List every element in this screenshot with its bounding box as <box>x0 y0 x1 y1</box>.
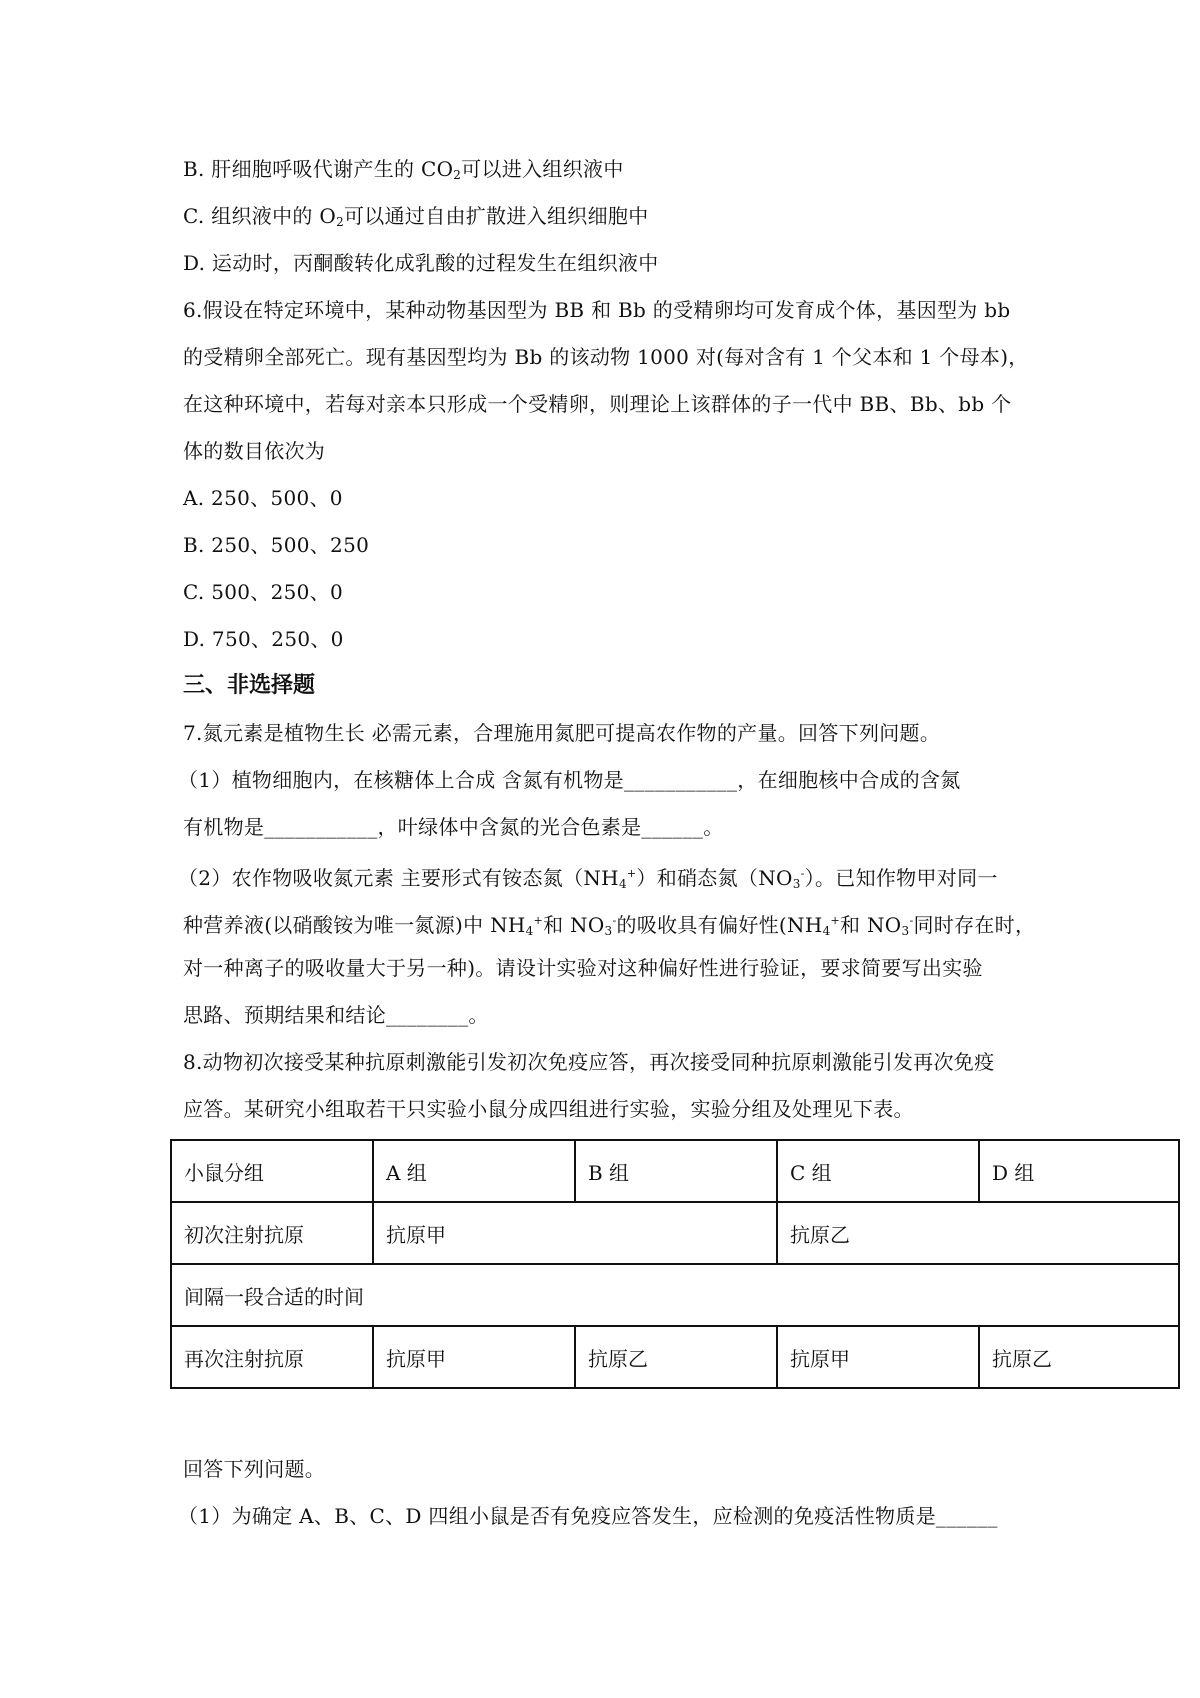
table-row <box>171 1264 1179 1326</box>
table-cell: 间隔一段合适的时间 <box>171 1264 1179 1326</box>
table-row <box>171 1326 1179 1388</box>
section-title: 三、非选择题 <box>183 673 316 698</box>
table-header-cell: D 组 <box>979 1140 1179 1202</box>
q6-option-b: B. 250、500、250 <box>183 533 370 557</box>
subscript: 3 <box>901 924 910 938</box>
subscript: 4 <box>525 924 534 938</box>
subscript: 3 <box>604 924 613 938</box>
q5-option-b <box>183 154 624 190</box>
q7-part-2-line-4: 思路、预期结果和结论________。 <box>183 1003 489 1027</box>
q7-part-2-text: ）和硝态氮（NO <box>636 866 793 890</box>
q5-option-c-text: C. 组织液中的 O <box>183 204 337 228</box>
q5-option-c <box>183 201 649 237</box>
table-cell: 抗原乙 <box>575 1326 777 1388</box>
q7-part-2-line-1 <box>178 859 998 899</box>
q8-prompt: 回答下列问题。 <box>183 1457 326 1481</box>
q7-stem: 7.氮元素是植物生长 必需元素，合理施用氮肥可提高农作物的产量。回答下列问题。 <box>183 721 941 745</box>
table-header-cell: A 组 <box>373 1140 575 1202</box>
q6-stem-line-4: 体的数目依次为 <box>183 439 326 463</box>
q7-part-2-line-2 <box>183 906 1035 946</box>
q7-part-2-text: （2）农作物吸收氮元素 主要形式有铵态氮（NH <box>178 866 619 890</box>
q6-stem-line-3: 在这种环境中，若每对亲本只形成一个受精卵，则理论上该群体的子一代中 BB、Bb、bb 个 <box>183 392 1012 416</box>
q7-text: 和 NO <box>840 913 902 937</box>
subscript: 4 <box>618 877 627 891</box>
q6-option-c: C. 500、250、0 <box>183 580 343 604</box>
subscript: 3 <box>792 877 801 891</box>
subscript: 4 <box>822 924 831 938</box>
superscript: - <box>909 914 914 927</box>
table-cell: 抗原乙 <box>979 1326 1179 1388</box>
superscript: - <box>800 867 805 880</box>
q7-text: 同时存在时， <box>913 913 1036 937</box>
table-cell: 初次注射抗原 <box>171 1202 373 1264</box>
q7-part-1-line-2: 有机物是___________，叶绿体中含氮的光合色素是______。 <box>183 815 724 839</box>
table-cell: 抗原甲 <box>373 1202 777 1264</box>
superscript: + <box>533 914 544 927</box>
q6-option-a: A. 250、500、0 <box>183 486 343 510</box>
table-header-cell: B 组 <box>575 1140 777 1202</box>
superscript: + <box>626 867 637 880</box>
q7-part-2-line-3: 对一种离子的吸收量大于另一种)。请设计实验对这种偏好性进行验证，要求简要写出实验 <box>183 956 983 980</box>
q8-stem-line-1: 8.动物初次接受某种抗原刺激能引发初次免疫应答，再次接受同种抗原刺激能引发再次免疫 <box>183 1050 995 1074</box>
q5-option-b-subscript: 2 <box>453 168 462 182</box>
table-row <box>171 1140 1179 1202</box>
superscript: - <box>612 914 617 927</box>
table-cell: 抗原甲 <box>373 1326 575 1388</box>
table-row <box>171 1202 1179 1264</box>
q5-option-c-text-end: 可以通过自由扩散进入组织细胞中 <box>344 204 649 228</box>
table-header-cell: 小鼠分组 <box>171 1140 373 1202</box>
table-cell: 抗原甲 <box>777 1326 979 1388</box>
q7-part-1-line-1: （1）植物细胞内，在核糖体上合成 含氮有机物是___________，在细胞核中合成的含氮 <box>178 768 961 792</box>
q5-option-d: D. 运动时，丙酮酸转化成乳酸的过程发生在组织液中 <box>183 251 659 275</box>
q7-text: 和 NO <box>543 913 605 937</box>
table-cell: 抗原乙 <box>777 1202 1179 1264</box>
q8-part-1: （1）为确定 A、B、C、D 四组小鼠是否有免疫应答发生，应检测的免疫活性物质是______ <box>178 1504 998 1528</box>
q5-option-c-subscript: 2 <box>336 215 344 229</box>
table-cell: 再次注射抗原 <box>171 1326 373 1388</box>
q5-option-b-text-end: 可以进入组织液中 <box>461 157 624 181</box>
q8-stem-line-2: 应答。某研究小组取若干只实验小鼠分成四组进行实验，实验分组及处理见下表。 <box>183 1097 914 1121</box>
q7-text: 的吸收具有偏好性(NH <box>616 913 823 937</box>
experiment-table <box>170 1139 1180 1389</box>
q6-stem-line-2: 的受精卵全部死亡。现有基因型均为 Bb 的该动物 1000 对(每对含有 1 个父本和 1 个母本)， <box>183 345 1029 369</box>
q6-stem-line-1: 6.假设在特定环境中，某种动物基因型为 BB 和 Bb 的受精卵均可发育成个体，基因型为 bb <box>183 298 1011 322</box>
q5-option-b-text: B. 肝细胞呼吸代谢产生的 CO <box>183 157 454 181</box>
q7-part-2-text: ）。已知作物甲对同一 <box>804 866 998 890</box>
q6-option-d: D. 750、250、0 <box>183 627 344 651</box>
superscript: + <box>830 914 841 927</box>
q7-text: 种营养液(以硝酸铵为唯一氮源)中 NH <box>183 913 526 937</box>
table-header-cell: C 组 <box>777 1140 979 1202</box>
